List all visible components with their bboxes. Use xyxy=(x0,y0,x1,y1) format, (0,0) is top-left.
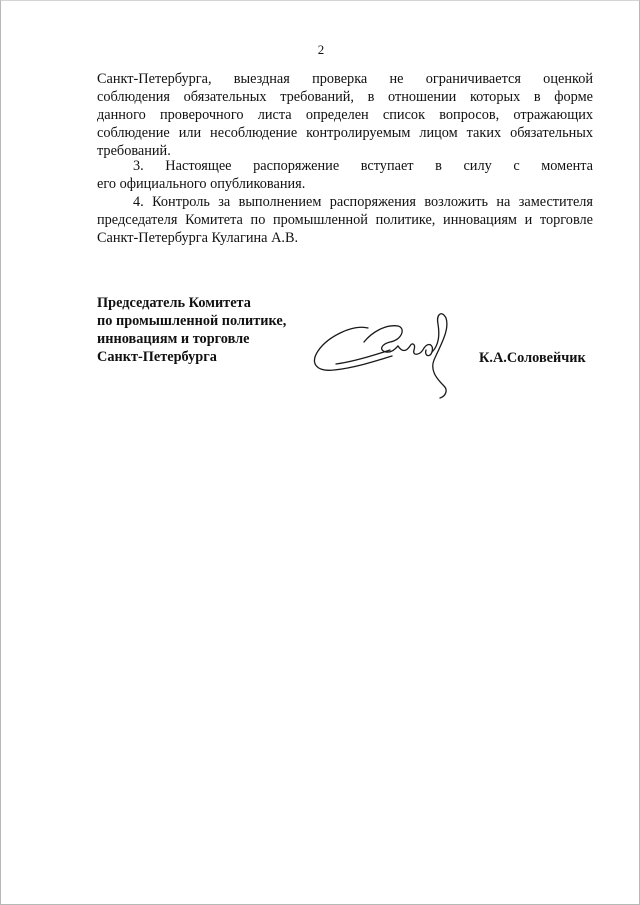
handwritten-signature xyxy=(306,306,466,401)
paragraph-line: соблюдение или несоблюдение контролируемым лицом таких обязательных xyxy=(97,125,593,141)
signer-name: К.А.Соловейчик xyxy=(479,350,586,366)
paragraph-item-3 xyxy=(97,157,593,193)
signatory-position-line: Председатель Комитета xyxy=(97,295,251,311)
paragraph-line: председателя Комитета по промышленной политике, инновациям и торговле xyxy=(97,212,593,228)
paragraph-line: 3. Настоящее распоряжение вступает в силу с момента xyxy=(133,158,593,174)
signatory-position-line: по промышленной политике, xyxy=(97,313,287,329)
paragraph-item-4 xyxy=(97,193,593,247)
paragraph-inspection-scope xyxy=(97,70,593,160)
paragraph-line: требований. xyxy=(97,143,171,159)
paragraph-line: данного проверочного листа определен список вопросов, отражающих xyxy=(97,107,593,123)
page-number: 2 xyxy=(317,42,325,57)
signatory-position-line: Санкт-Петербурга xyxy=(97,349,217,365)
signatory-position-line: инновациям и торговле xyxy=(97,331,250,347)
paragraph-line: 4. Контроль за выполнением распоряжения возложить на заместителя xyxy=(133,194,593,210)
signatory-position xyxy=(97,294,327,366)
paragraph-line: соблюдения обязательных требований, в отношении которых в форме xyxy=(97,89,593,105)
paragraph-line: Санкт-Петербурга, выездная проверка не ограничивается оценкой xyxy=(97,71,593,87)
paragraph-line: его официального опубликования. xyxy=(97,176,306,192)
paragraph-line: Санкт-Петербурга Кулагина А.В. xyxy=(97,230,299,246)
